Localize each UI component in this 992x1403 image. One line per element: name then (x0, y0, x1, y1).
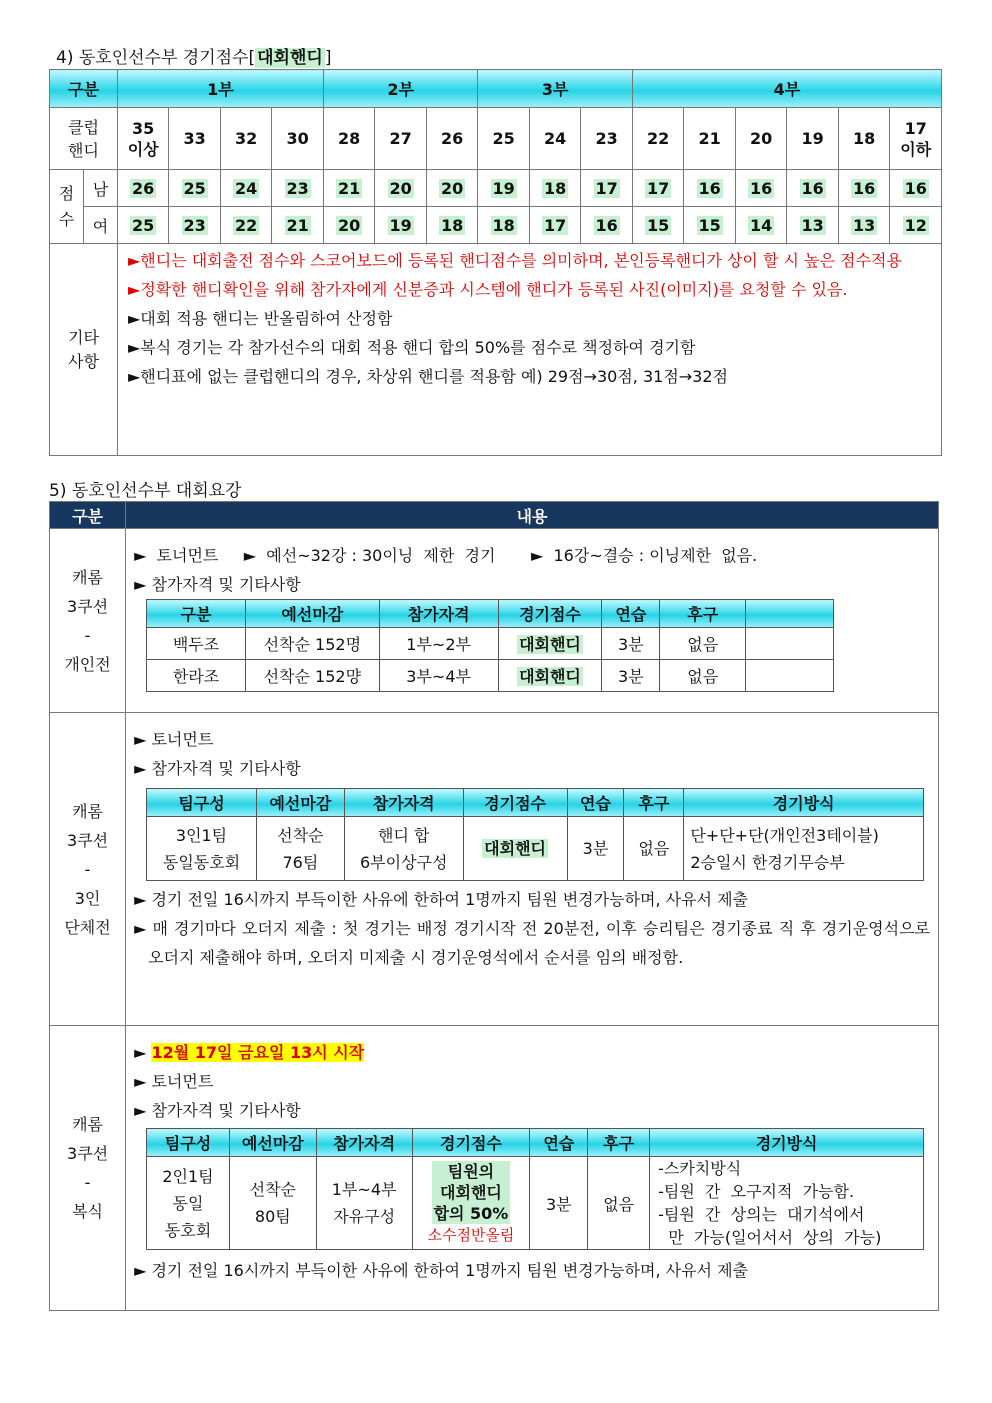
r2-th-2: 참가자격 (344, 789, 463, 817)
r1-c-1-6 (746, 660, 834, 692)
club-handi-0: 35 이상 (117, 108, 169, 170)
hdr-gubun-5: 구분 (50, 502, 126, 529)
section4-title: 4) 동호인선수부 경기점수[ 대회핸디 ] (56, 48, 332, 68)
r3-th-3: 경기점수 (412, 1129, 530, 1157)
club-handi-label: 클럽 핸디 (50, 108, 118, 170)
r1-inner-table (146, 599, 834, 692)
female-score-11: 15 (684, 207, 736, 244)
male-score-0: 26 (117, 170, 169, 207)
club-handi-1: 33 (169, 108, 221, 170)
r1-c-1-3: 대회핸디 (498, 660, 602, 692)
r3-c-1: 선착순 80팀 (229, 1157, 316, 1250)
r3-th-5: 후구 (588, 1129, 650, 1157)
note-4: ►복식 경기는 각 참가선수의 대회 적용 핸디 합의 50%를 점수로 책정하여 경기함 (127, 338, 696, 357)
male-score-7: 19 (478, 170, 530, 207)
r2-c-5: 없음 (624, 817, 684, 881)
r1-c-0-3: 대회핸디 (498, 628, 602, 660)
note-1: ►핸디는 대회출전 점수와 스코어보드에 등록된 핸디점수를 의미하며, 본인등록핸디가 상이 할 시 높은 점수적용 (127, 251, 902, 270)
female-score-13: 13 (787, 207, 839, 244)
r2-c-4: 3분 (567, 817, 624, 881)
r3-c-2: 1부~4부 자유구성 (316, 1157, 412, 1250)
male-score-2: 24 (220, 170, 272, 207)
male-label: 남 (83, 170, 117, 207)
r1-c-1-4: 3분 (602, 660, 660, 692)
male-score-3: 23 (272, 170, 324, 207)
club-handi-9: 23 (581, 108, 633, 170)
r2-c-3: 대회핸디 (463, 817, 567, 881)
r3-c-4: 3분 (530, 1157, 588, 1250)
r3-th-0: 팀구성 (147, 1129, 230, 1157)
r3-bullet-0: ► 12월 17일 금요일 13시 시작 (134, 1043, 365, 1062)
note-2: ►정확한 핸디확인을 위해 참가자에게 신분증과 시스템에 핸디가 등록된 사진(이미지)를 요청할 수 있음. (127, 280, 848, 299)
club-handi-10: 22 (632, 108, 684, 170)
club-handi-13: 19 (787, 108, 839, 170)
r1-c-0-6 (746, 628, 834, 660)
r1-c-0-1: 선착순 152명 (245, 628, 379, 660)
r1-th-5: 후구 (660, 600, 746, 628)
r1-c-1-5: 없음 (660, 660, 746, 692)
r3-th-4: 연습 (530, 1129, 588, 1157)
r3-th-2: 참가자격 (316, 1129, 412, 1157)
r3-inner-table (146, 1128, 924, 1250)
male-score-1: 25 (169, 170, 221, 207)
r1-bullet-1: ► 토너먼트 ► 예선~32강 : 30이닝 제한 경기 ► 16강~결승 : 이닝제한 없음. (134, 546, 758, 565)
club-handi-2: 32 (220, 108, 272, 170)
r1-th-2: 참가자격 (379, 600, 498, 628)
r1-th-3: 경기점수 (498, 600, 602, 628)
hdr-gubun: 구분 (50, 70, 118, 108)
r2-note-1: ► 경기 전일 16시까지 부득이한 사유에 한하여 1명까지 팀원 변경가능하며, 사유서 제출 (134, 890, 749, 909)
female-label: 여 (83, 207, 117, 244)
club-handi-3: 30 (272, 108, 324, 170)
r3-content (126, 1026, 939, 1311)
r1-c-1-0: 한라조 (147, 660, 246, 692)
rules-table (49, 501, 939, 1311)
r3-bullet-1: ► 토너먼트 (134, 1072, 214, 1091)
club-handi-12: 20 (735, 108, 787, 170)
note-5: ►핸디표에 없는 클럽핸디의 경우, 차상위 핸디를 적용함 예) 29점→30점, 31점→32점 (127, 367, 728, 386)
r1-bullet-2: ► 참가자격 및 기타사항 (134, 575, 301, 594)
score-label: 점 수 (50, 170, 84, 244)
r1-c-0-4: 3분 (602, 628, 660, 660)
female-score-10: 15 (632, 207, 684, 244)
hdr-content: 내용 (126, 502, 939, 529)
male-score-13: 16 (787, 170, 839, 207)
section5-title: 5) 동호인선수부 대회요강 (49, 481, 242, 501)
male-score-9: 17 (581, 170, 633, 207)
r1-th-0: 구분 (147, 600, 246, 628)
r3-label: 캐롬 3쿠션 - 복식 (50, 1026, 126, 1311)
hdr-4bu: 4부 (632, 70, 941, 108)
r2-note-2: ► 매 경기마다 오더지 제출 : 첫 경기는 배정 경기시작 전 20분전, 이후 승리팀은 경기종료 직 후 경기운영석으로 오더지 제출해야 하며, 오더지 미제출 시 경기운영석에서 순서를 임의 배정함. (134, 919, 930, 967)
r2-th-6: 경기방식 (684, 789, 924, 817)
r3-c-5: 없음 (588, 1157, 650, 1250)
club-handi-4: 28 (323, 108, 375, 170)
r2-th-3: 경기점수 (463, 789, 567, 817)
female-score-2: 22 (220, 207, 272, 244)
male-score-15: 16 (890, 170, 942, 207)
notes-cell (117, 244, 941, 456)
club-handi-8: 24 (529, 108, 581, 170)
male-score-10: 17 (632, 170, 684, 207)
r1-c-0-2: 1부~2부 (379, 628, 498, 660)
female-score-7: 18 (478, 207, 530, 244)
r3-bullet-2: ► 참가자격 및 기타사항 (134, 1101, 301, 1120)
r2-c-6: 단+단+단(개인전3테이블) 2승일시 한경기무승부 (684, 817, 924, 881)
r1-c-1-1: 선착순 152먕 (245, 660, 379, 692)
r2-th-4: 연습 (567, 789, 624, 817)
notes-label: 기타 사항 (50, 244, 118, 456)
female-score-4: 20 (323, 207, 375, 244)
r3-c-0: 2인1팀 동일 동호회 (147, 1157, 230, 1250)
hdr-3bu: 3부 (478, 70, 633, 108)
male-score-6: 20 (426, 170, 478, 207)
female-score-0: 25 (117, 207, 169, 244)
r2-bullet-2: ► 참가자격 및 기타사항 (134, 759, 301, 778)
r1-th-6 (746, 600, 834, 628)
r1-c-1-2: 3부~4부 (379, 660, 498, 692)
r2-c-0: 3인1팀 동일동호회 (147, 817, 257, 881)
r1-content (126, 529, 939, 713)
female-score-5: 19 (375, 207, 427, 244)
r1-c-0-5: 없음 (660, 628, 746, 660)
male-score-14: 16 (838, 170, 890, 207)
r3-c-3: 팀원의 대회핸디 합의 50% 소수점반올림 (412, 1157, 530, 1250)
club-handi-7: 25 (478, 108, 530, 170)
male-score-11: 16 (684, 170, 736, 207)
club-handi-5: 27 (375, 108, 427, 170)
r2-inner-table (146, 788, 924, 881)
r2-label: 캐롬 3쿠션 - 3인 단체전 (50, 713, 126, 1026)
r2-content (126, 713, 939, 1026)
hdr-2bu: 2부 (323, 70, 478, 108)
female-score-12: 14 (735, 207, 787, 244)
female-score-6: 18 (426, 207, 478, 244)
r1-th-1: 예선마감 (245, 600, 379, 628)
r2-th-5: 후구 (624, 789, 684, 817)
r1-th-4: 연습 (602, 600, 660, 628)
club-handi-14: 18 (838, 108, 890, 170)
score-table (49, 69, 942, 456)
r2-th-0: 팀구성 (147, 789, 257, 817)
note-3: ►대회 적용 핸디는 반올림하여 산정함 (127, 309, 393, 328)
club-handi-11: 21 (684, 108, 736, 170)
male-score-5: 20 (375, 170, 427, 207)
female-score-14: 13 (838, 207, 890, 244)
female-score-8: 17 (529, 207, 581, 244)
r3-note-1: ► 경기 전일 16시까지 부득이한 사유에 한하여 1명까지 팀원 변경가능하며, 사유서 제출 (134, 1261, 749, 1280)
male-score-4: 21 (323, 170, 375, 207)
r2-th-1: 예선마감 (256, 789, 344, 817)
r1-label: 캐롬 3쿠션 - 개인전 (50, 529, 126, 713)
r3-c-6: -스카치방식 -팀원 간 오구지적 가능함. -팀원 간 상의는 대기석에서 만 가능(일어서서 상의 가능) (650, 1157, 924, 1250)
female-score-1: 23 (169, 207, 221, 244)
female-score-9: 16 (581, 207, 633, 244)
r2-c-2: 핸디 합 6부이상구성 (344, 817, 463, 881)
female-score-15: 12 (890, 207, 942, 244)
hdr-1bu: 1부 (117, 70, 323, 108)
r3-th-6: 경기방식 (650, 1129, 924, 1157)
club-handi-6: 26 (426, 108, 478, 170)
female-score-3: 21 (272, 207, 324, 244)
r2-bullet-1: ► 토너먼트 (134, 730, 214, 749)
r3-th-1: 예선마감 (229, 1129, 316, 1157)
male-score-12: 16 (735, 170, 787, 207)
r2-c-1: 선착순 76팀 (256, 817, 344, 881)
club-handi-15: 17 이하 (890, 108, 942, 170)
male-score-8: 18 (529, 170, 581, 207)
r1-c-0-0: 백두조 (147, 628, 246, 660)
